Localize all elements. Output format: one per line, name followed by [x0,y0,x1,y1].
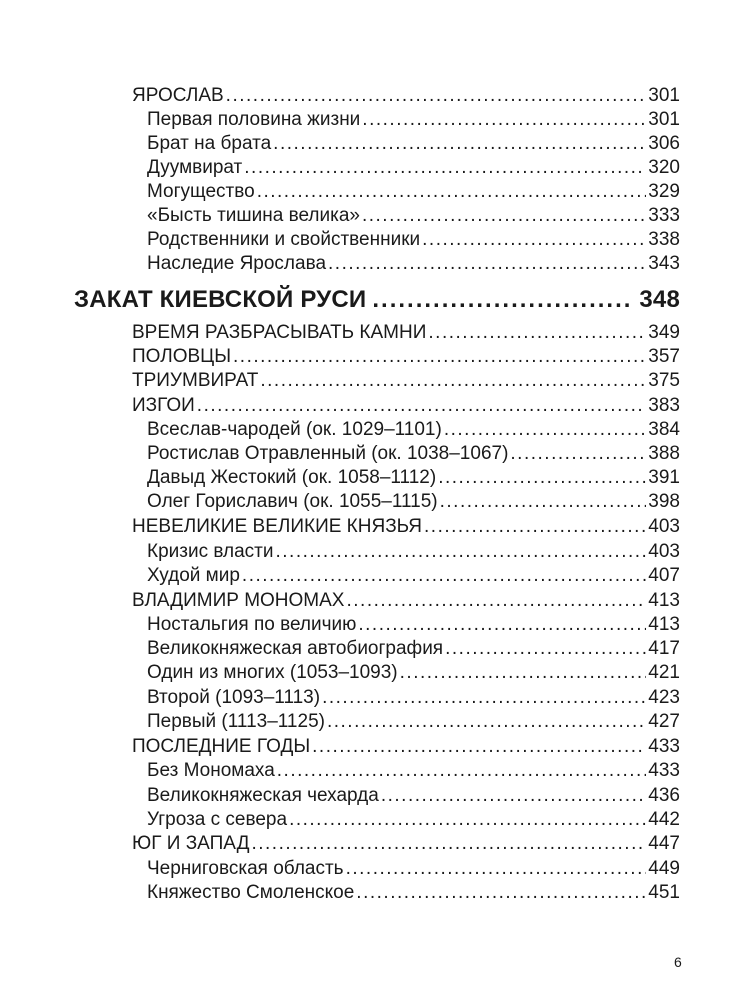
dot-leader [445,637,646,661]
toc-entry-title: Один из многих (1053–1093) [147,662,398,683]
toc-entry-title: ЗАКАТ КИЕВСКОЙ РУСИ [74,286,367,313]
toc-entry-page: 449 [648,858,680,879]
toc-entry-title: «Бысть тишина велика» [147,205,360,226]
toc-entry-chapter [132,321,680,345]
toc-entry-title: Дуумвират [147,157,243,178]
toc-entry-section [147,156,680,180]
toc-entry-chapter [132,735,680,759]
toc-entry-section [147,204,680,228]
toc-entry-page: 421 [648,662,680,683]
dot-leader [372,285,633,315]
toc-entry-title: НЕВЕЛИКИЕ ВЕЛИКИЕ КНЯЗЬЯ [132,516,423,537]
toc-entry-page: 301 [648,85,680,106]
toc-entry-section [147,108,680,132]
toc-entry-page: 333 [648,205,680,226]
toc-entry-section [147,442,680,466]
toc-entry-page: 398 [648,491,680,512]
toc-entry-page: 417 [648,638,680,659]
toc-entry-title: Княжество Смоленское [147,882,355,903]
toc-entry-title: Давыд Жестокий (ок. 1058–1112) [147,467,437,488]
dot-leader [400,661,647,685]
toc-entry-page: 320 [648,157,680,178]
dot-leader [260,369,646,393]
toc-entry-page: 349 [648,322,680,343]
toc-entry-title: Великокняжеская чехарда [147,785,379,806]
toc-entry-section [147,808,680,832]
toc-entry-page: 433 [648,760,680,781]
toc-entry-part [74,285,680,315]
toc-entry-page: 427 [648,711,680,732]
toc-entry-title: ПОСЛЕДНИЕ ГОДЫ [132,736,311,757]
toc-entry-title: Могущество [147,181,255,202]
toc-entry-title: Угроза с севера [147,809,288,830]
toc-entry-section [147,540,680,564]
toc-entry-title: Черниговская область [147,858,344,879]
toc-entry-title: Первый (1113–1125) [147,711,325,732]
toc-entry-title: ВРЕМЯ РАЗБРАСЫВАТЬ КАМНИ [132,322,427,343]
toc-entry-chapter [132,515,680,539]
toc-entry-title: Без Мономаха [147,760,275,781]
toc-entry-title: ПОЛОВЦЫ [132,346,232,367]
toc-entry-page: 391 [648,467,680,488]
toc-entry-title: ИЗГОИ [132,395,195,416]
toc-entry-section [147,784,680,808]
toc-entry-page: 338 [648,229,680,250]
dot-leader [273,132,646,156]
toc-entry-title: ЯРОСЛАВ [132,85,224,106]
dot-leader [510,442,646,466]
toc-entry-section [147,613,680,637]
dot-leader [244,156,646,180]
toc-entry-section [147,881,680,905]
toc-entry-title: Худой мир [147,565,240,586]
toc-entry-title: Кризис власти [147,541,274,562]
toc-entry-page: 413 [648,590,680,611]
toc-entry-section [147,252,680,276]
toc-entry-section [147,710,680,734]
toc-entry-page: 407 [648,565,680,586]
toc-entry-page: 357 [648,346,680,367]
dot-leader [438,466,646,490]
dot-leader [362,204,646,228]
toc-entry-chapter [132,394,680,418]
toc-entry-chapter [132,84,680,108]
toc-entry-title: Родственники и свойственники [147,229,421,250]
toc-entry-title: Олег Гориславич (ок. 1055–1115) [147,491,438,512]
toc-entry-title: Второй (1093–1113) [147,687,321,708]
dot-leader [226,84,647,108]
dot-leader [257,180,647,204]
toc-entry-page: 329 [648,181,680,202]
toc-entry-section [147,132,680,156]
toc-entry-section [147,686,680,710]
dot-leader [428,321,646,345]
page-number: 6 [674,954,682,970]
dot-leader [440,490,647,514]
toc-entry-page: 388 [648,443,680,464]
toc-entry-title: Ностальгия по величию [147,614,357,635]
toc-entry-section [147,759,680,783]
toc-entry-section [147,564,680,588]
toc-entry-section [147,466,680,490]
toc-entry-page: 423 [648,687,680,708]
toc-entry-page: 403 [648,516,680,537]
toc-entry-page: 403 [648,541,680,562]
toc-entry-title: Ростислав Отравленный (ок. 1038–1067) [147,443,509,464]
toc-entry-chapter [132,832,680,856]
dot-leader [242,564,646,588]
toc-entry-chapter [132,589,680,613]
toc-entry-page: 375 [648,370,680,391]
toc-entry-page: 436 [648,785,680,806]
toc-entry-page: 413 [648,614,680,635]
dot-leader [275,540,646,564]
toc-entry-page: 433 [648,736,680,757]
dot-leader [346,589,646,613]
toc-entry-section [147,228,680,252]
toc-entry-title: ТРИУМВИРАТ [132,370,259,391]
dot-leader [277,759,647,783]
toc-entry-page: 447 [648,833,680,854]
dot-leader [312,735,646,759]
toc-entry-section [147,180,680,204]
toc-entry-title: Великокняжеская автобиография [147,638,444,659]
toc-entry-title: Всеслав-чародей (ок. 1029–1101) [147,419,442,440]
dot-leader [356,881,646,905]
dot-leader [289,808,646,832]
dot-leader [327,710,646,734]
toc-entry-chapter [132,345,680,369]
dot-leader [251,832,646,856]
toc-entry-page: 306 [648,133,680,154]
dot-leader [362,108,646,132]
toc-entry-page: 343 [648,253,680,274]
toc-entry-title: ВЛАДИМИР МОНОМАХ [132,590,345,611]
toc-entry-chapter [132,369,680,393]
dot-leader [381,784,646,808]
toc-entry-section [147,661,680,685]
dot-leader [233,345,646,369]
toc-entry-section [147,857,680,881]
dot-leader [444,418,646,442]
toc-entry-page: 384 [648,419,680,440]
toc-entry-page: 451 [648,882,680,903]
dot-leader [424,515,646,539]
toc-entry-page: 442 [648,809,680,830]
dot-leader [422,228,646,252]
toc-entry-page: 301 [648,109,680,130]
toc-entry-title: Наследие Ярослава [147,253,327,274]
dot-leader [328,252,646,276]
dot-leader [346,857,647,881]
toc-entry-section [147,418,680,442]
toc-entry-title: Брат на брата [147,133,272,154]
dot-leader [197,394,647,418]
dot-leader [322,686,646,710]
toc-entry-page: 348 [639,286,680,313]
toc-entry-section [147,490,680,514]
toc-entry-section [147,637,680,661]
dot-leader [358,613,646,637]
toc-entry-title: ЮГ И ЗАПАД [132,833,250,854]
toc-entry-page: 383 [648,395,680,416]
toc-entry-title: Первая половина жизни [147,109,361,130]
